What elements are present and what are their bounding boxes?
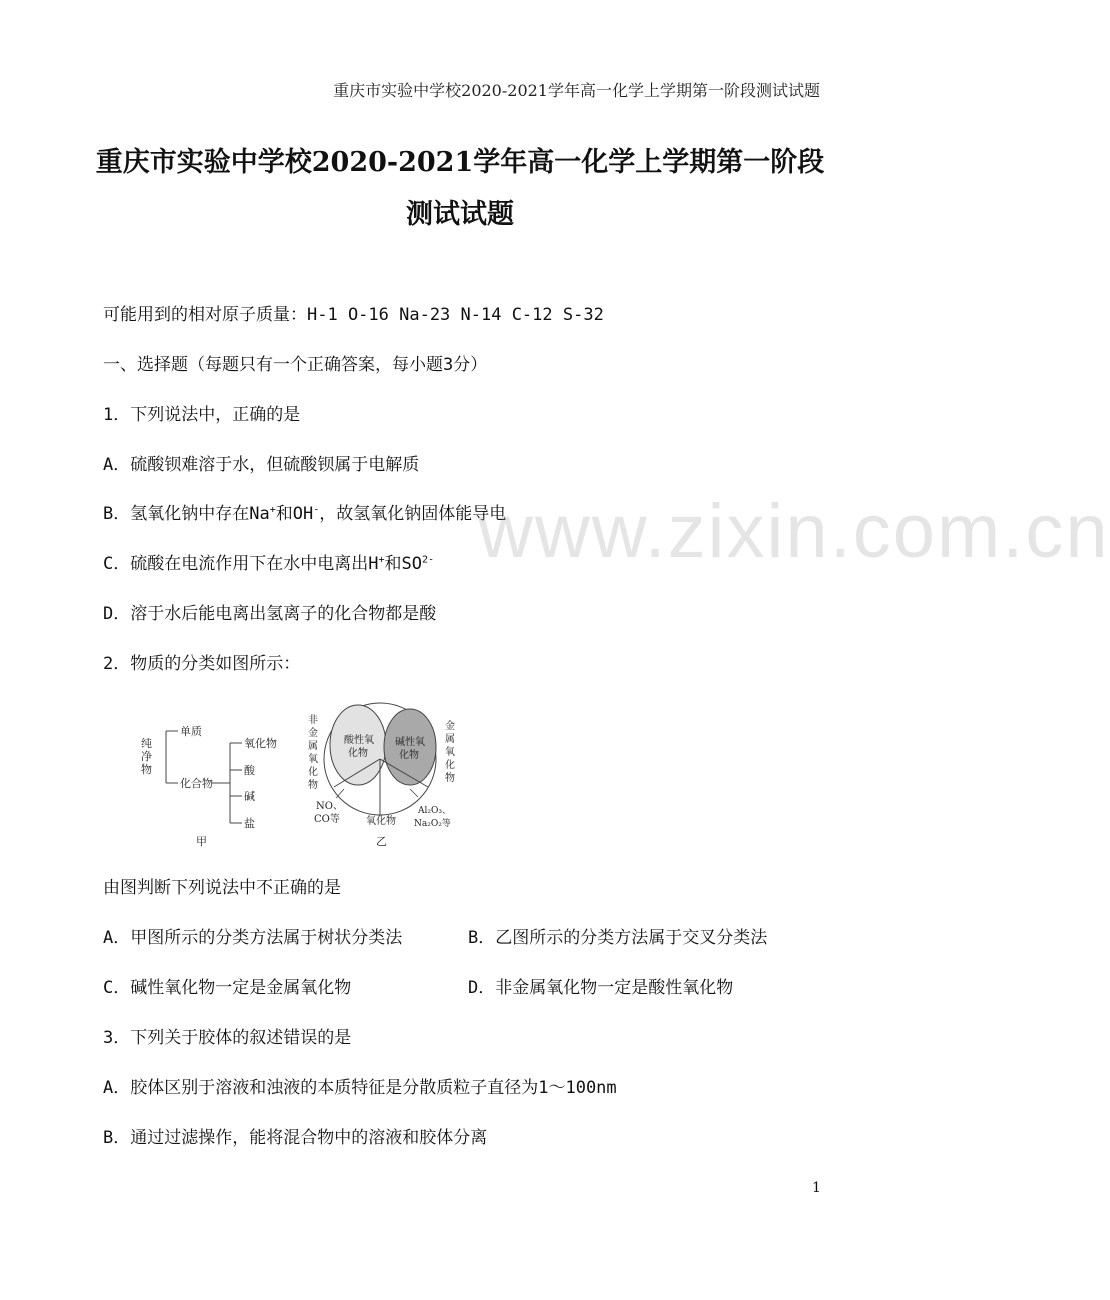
svg-text:物: 物 [308, 780, 318, 791]
q1-b-text1: B．氢氧化钠中存在Na [103, 504, 270, 524]
q1-b-sup2: - [313, 504, 320, 516]
venn-note-right-1: Al₂O₃、 [418, 806, 451, 816]
q1-c-text1: C．硫酸在电流作用下在水中电离出H [103, 554, 379, 574]
tree-branch-simple: 单质 [180, 725, 202, 738]
q2-option-b: B．乙图所示的分类方法属于交叉分类法 [468, 928, 768, 948]
page-number: 1 [812, 1180, 821, 1196]
q1-option-c [103, 549, 434, 574]
atomic-masses: 可能用到的相对原子质量：H-1 O-16 Na-23 N-14 C-12 S-32 [103, 305, 604, 325]
section-heading: 一、选择题（每题只有一个正确答案，每小题3分） [103, 355, 488, 375]
svg-text:金: 金 [445, 721, 455, 732]
venn-right-vertical-label [445, 719, 455, 784]
venn-caption: 乙 [376, 835, 387, 848]
svg-text:化: 化 [308, 767, 318, 778]
svg-text:非: 非 [308, 715, 318, 726]
svg-text:金: 金 [308, 728, 318, 739]
tree-root [141, 736, 152, 776]
q2-option-a: A．甲图所示的分类方法属于树状分类法 [103, 928, 403, 948]
classification-figure [138, 703, 468, 853]
q1-option-d: D．溶于水后能电离出氢离子的化合物都是酸 [103, 604, 437, 624]
q2-option-d: D．非金属氧化物一定是酸性氧化物 [468, 978, 734, 998]
q2-stem: 2．物质的分类如图所示： [103, 654, 301, 674]
svg-text:化: 化 [445, 760, 455, 771]
q3-stem: 3．下列关于胶体的叙述错误的是 [103, 1028, 352, 1048]
q1-c-sup1: + [378, 554, 385, 566]
venn-note-left-2: CO等 [314, 814, 340, 825]
q1-c-sup2: 2- [422, 554, 435, 566]
tree-caption: 甲 [196, 835, 207, 848]
tree-root-label: 纯净物 [141, 737, 152, 776]
venn-outer-label: 氧化物 [366, 816, 396, 827]
svg-text:氧: 氧 [308, 754, 318, 765]
running-header: 重庆市实验中学校2020-2021学年高一化学上学期第一阶段测试试题 [333, 81, 820, 100]
svg-text:物: 物 [445, 773, 455, 784]
q1-option-a: A．硫酸钡难溶于水，但硫酸钡属于电解质 [103, 455, 420, 475]
tree-branch-compound: 化合物 [180, 777, 213, 790]
svg-text:属: 属 [445, 734, 455, 745]
tree-leaf-base: 碱 [244, 790, 255, 803]
q1-option-b [103, 499, 506, 524]
q3-option-b: B．通过过滤操作，能将混合物中的溶液和胶体分离 [103, 1128, 488, 1148]
tree-leaf-acid: 酸 [244, 764, 255, 777]
q1-b-text3: ，故氢氧化钠固体能导电 [319, 504, 507, 524]
q2-intro: 由图判断下列说法中不正确的是 [103, 878, 341, 898]
venn-basic-label-line1: 碱性氧 [395, 737, 425, 748]
venn-note-left-1: NO、 [316, 801, 343, 812]
venn-acidic-label-line1: 酸性氧 [344, 735, 374, 746]
q1-b-text2: 和OH [275, 504, 314, 524]
venn-acidic-label-line2: 化物 [348, 748, 368, 759]
page-title-line2: 测试试题 [406, 199, 514, 230]
q1-b-sup1: + [269, 504, 276, 516]
venn-note-right-2: Na₂O₂等 [414, 819, 451, 829]
page-title-line1: 重庆市实验中学校2020-2021学年高一化学上学期第一阶段 [95, 147, 825, 178]
tree-leaf-oxide: 氧化物 [244, 737, 277, 750]
svg-text:氧: 氧 [445, 747, 455, 758]
q2-option-c: C．碱性氧化物一定是金属氧化物 [103, 978, 352, 998]
venn-left-vertical-label [308, 713, 318, 791]
watermark: www.zixin.com.cn [478, 489, 1110, 574]
q1-stem: 1．下列说法中，正确的是 [103, 405, 301, 425]
tree-leaf-salt: 盐 [244, 817, 255, 830]
q1-c-text2: 和SO [384, 554, 422, 574]
q3-option-a: A．胶体区别于溶液和浊液的本质特征是分散质粒子直径为1～100nm [103, 1078, 617, 1098]
venn-basic-label-line2: 化物 [399, 750, 419, 761]
svg-text:属: 属 [308, 741, 318, 752]
